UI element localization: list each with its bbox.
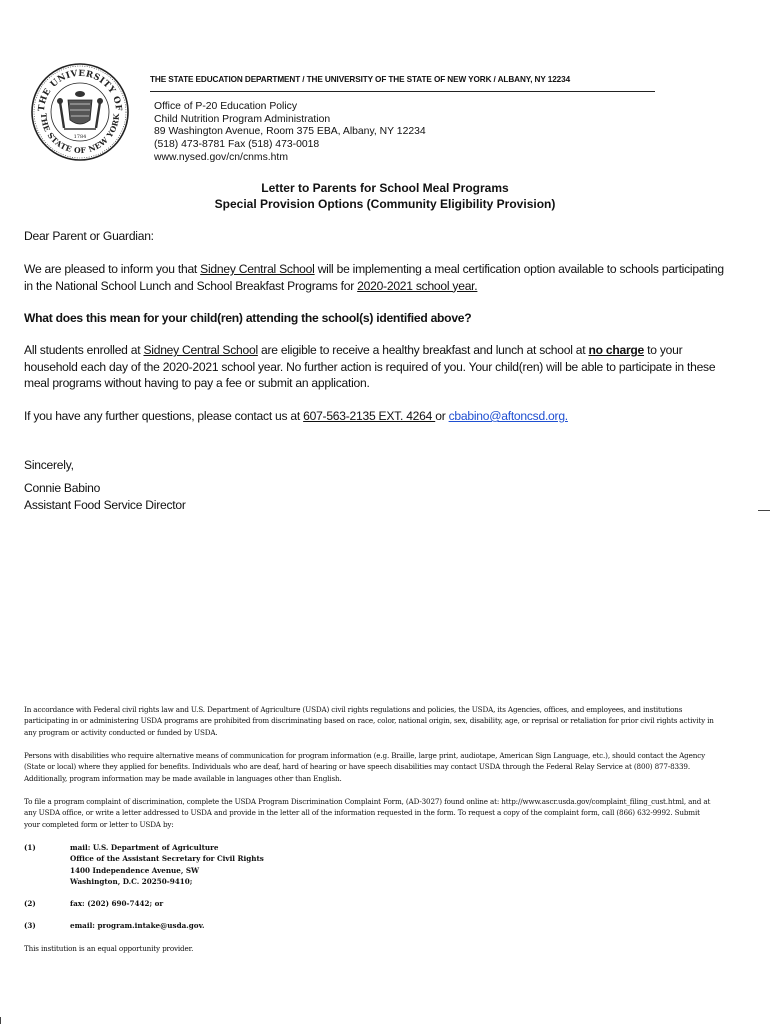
contact-phone: 607-563-2135 EXT. 4264 [303, 409, 436, 423]
office-line: 89 Washington Avenue, Room 375 EBA, Albany, NY 12234 [154, 126, 426, 138]
equal-opportunity-statement: This institution is an equal opportunity provider. [24, 944, 194, 953]
margin-mark [0, 1017, 1, 1024]
contact-email-link[interactable]: cbabino@aftoncsd.org. [448, 409, 568, 423]
question-heading: What does this mean for your child(ren) attending the school(s) identified above? [24, 311, 472, 325]
office-address-block [154, 101, 426, 165]
complaint-statement: To file a program complaint of discrimination, complete the USDA Program Discrimination Complaint Form, (AD-3027) found online at: http://www.ascr.usda.gov/complaint_filing_cust.html, and at any USDA office, or write a letter addressed to USDA and provide in the letter all of the information requested in the form. To request a copy of the complaint form, call (866) 632-9992. Submit your completed form or letter to USDA by: [24, 797, 711, 829]
office-line: (518) 473-8781 Fax (518) 473-0018 [154, 139, 320, 151]
letter-title: Letter to Parents for School Meal Programs [261, 181, 509, 195]
intro-paragraph: We are pleased to inform you that Sidney Central School will be implementing a meal certification option available to schools participating in the National School Lunch and School Breakfast Programs for 2020-2021 school year. [24, 262, 724, 293]
nys-university-seal [30, 62, 130, 162]
eligibility-paragraph: All students enrolled at Sidney Central School are eligible to receive a healthy breakfast and lunch at school at no charge to your household each day of the 2020-2021 school year. No further action is required of you. Your child(ren) will be able to participate in these meal programs without having to pay a fee or submit an application. [24, 343, 716, 390]
margin-mark [758, 510, 770, 511]
closing: Sincerely, [24, 458, 74, 472]
department-line: THE STATE EDUCATION DEPARTMENT / THE UNIVERSITY OF THE STATE OF NEW YORK / ALBANY, NY 12234 [150, 75, 655, 92]
letter-subtitle: Special Provision Options (Community Eligibility Provision) [214, 197, 556, 211]
nondiscrimination-statement: In accordance with Federal civil rights law and U.S. Department of Agriculture (USDA) civil rights regulations and policies, the USDA, its Agencies, offices, and employees, and institutions participating in or administering USDA programs are prohibited from discriminating based on race, color, national origin, sex, disability, age, or reprisal or retaliation for prior civil rights activity in any program or activity conducted or funded by USDA. [24, 705, 714, 737]
contact-paragraph: If you have any further questions, please contact us at 607-563-2135 EXT. 4264 or cbabino@aftoncsd.org. [24, 409, 568, 423]
office-line: Office of P-20 Education Policy [154, 101, 298, 112]
signer-title: Assistant Food Service Director [24, 498, 186, 512]
salutation: Dear Parent or Guardian: [24, 229, 154, 243]
school-name: Sidney Central School [200, 262, 315, 276]
school-year: 2020-2021 school year. [357, 278, 478, 293]
svg-text:1784: 1784 [73, 134, 87, 140]
school-name: Sidney Central School [143, 343, 258, 357]
svg-text:THE STATE OF NEW YORK: THE STATE OF NEW YORK [38, 112, 122, 156]
disabilities-statement: Persons with disabilities who require alternative means of communication for program information (e.g. Braille, large print, audiotape, American Sign Language, etc.), should contact the Agency (State or local) where they applied for benefits. Individuals who are deaf, hard of hearing or have speech disabilities may contact USDA through the Federal Relay Service at (800) 877-8339. Additionally, program information may be made available in languages other than English. [24, 751, 705, 783]
no-charge: no charge [588, 343, 645, 357]
svg-text:THE UNIVERSITY OF: THE UNIVERSITY OF [36, 68, 124, 112]
office-line: Child Nutrition Program Administration [154, 113, 331, 125]
signer-name: Connie Babino [24, 481, 101, 495]
office-website[interactable]: www.nysed.gov/cn/cnms.htm [154, 151, 288, 163]
